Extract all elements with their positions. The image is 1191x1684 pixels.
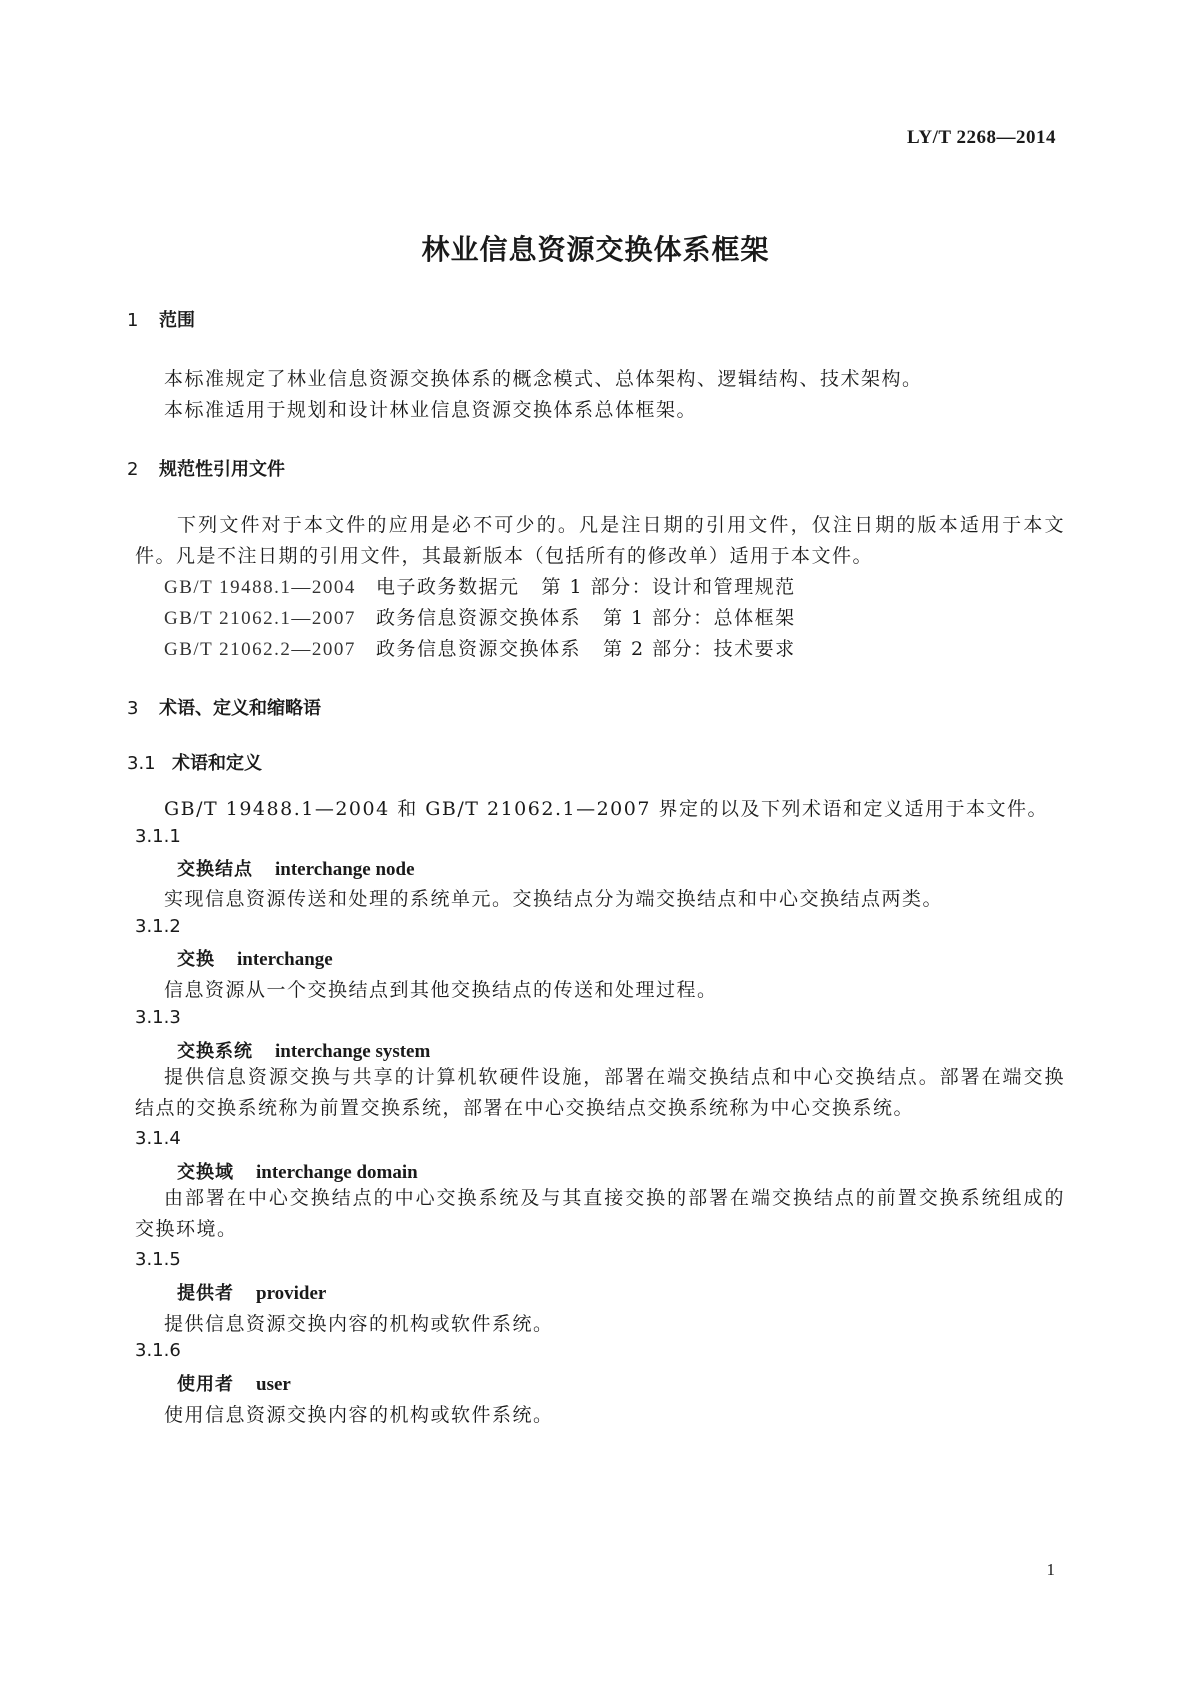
- term-en: interchange domain: [256, 1162, 418, 1183]
- reference-item: [164, 603, 796, 630]
- reference-title: 政务信息资源交换体系: [376, 607, 582, 629]
- reference-part: 第 1 部分：总体框架: [603, 607, 796, 629]
- paragraph: 本标准适用于规划和设计林业信息资源交换体系总体框架。: [164, 399, 698, 421]
- term-heading: [177, 945, 333, 971]
- paragraph: GB/T 19488.1—2004 和 GB/T 21062.1—2007 界定的以及下列术语和定义适用于本文件。: [164, 798, 1048, 820]
- section-1-heading: [127, 306, 195, 332]
- term-en: interchange: [237, 949, 333, 970]
- standard-code: LY/T 2268—2014: [906, 127, 1056, 148]
- term-definition: 使用信息资源交换内容的机构或软件系统。: [164, 1404, 554, 1426]
- section-title: 规范性引用文件: [159, 459, 285, 480]
- section-3-heading: [127, 694, 321, 720]
- reference-code: GB/T 19488.1—2004: [164, 577, 356, 598]
- term-number: 3.1.5: [135, 1249, 181, 1270]
- term-definition: 由部署在中心交换结点的中心交换系统及与其直接交换的部署在端交换结点的前置交换系统组成的交换环境。: [135, 1187, 1065, 1240]
- section-3-1-heading: [127, 749, 262, 775]
- term-heading: [177, 855, 415, 881]
- term-heading: [177, 1279, 326, 1305]
- document-title: 林业信息资源交换体系框架: [421, 233, 770, 266]
- reference-part: 第 2 部分：技术要求: [603, 638, 796, 660]
- reference-code: GB/T 21062.2—2007: [164, 639, 356, 660]
- section-title: 术语和定义: [172, 753, 262, 774]
- reference-title: 政务信息资源交换体系: [376, 638, 582, 660]
- term-definition: 提供信息资源交换与共享的计算机软硬件设施，部署在端交换结点和中心交换结点。部署在端交换结点的交换系统称为前置交换系统，部署在中心交换结点交换系统称为中心交换系统。: [135, 1066, 1065, 1119]
- section-2-heading: [127, 455, 285, 481]
- reference-part: 第 1 部分：设计和管理规范: [541, 576, 796, 598]
- section-number: 3: [127, 698, 139, 719]
- term-heading: [177, 1370, 291, 1396]
- term-zh: 交换系统: [177, 1041, 253, 1062]
- section-title: 范围: [159, 310, 195, 331]
- paragraph: 下列文件对于本文件的应用是必不可少的。凡是注日期的引用文件，仅注日期的版本适用于本文件。凡是不注日期的引用文件，其最新版本（包括所有的修改单）适用于本文件。: [135, 514, 1065, 567]
- page-number: 1: [1046, 1560, 1055, 1579]
- section-number: 1: [127, 310, 139, 331]
- term-heading: [177, 1037, 430, 1063]
- term-definition: 信息资源从一个交换结点到其他交换结点的传送和处理过程。: [164, 979, 718, 1001]
- term-zh: 交换: [177, 949, 215, 970]
- term-heading: [177, 1158, 418, 1184]
- section-number: 2: [127, 459, 139, 480]
- term-number: 3.1.2: [135, 916, 181, 937]
- term-zh: 交换域: [177, 1162, 234, 1183]
- term-en: interchange node: [275, 859, 415, 880]
- term-zh: 使用者: [177, 1374, 234, 1395]
- paragraph: 本标准规定了林业信息资源交换体系的概念模式、总体架构、逻辑结构、技术架构。: [164, 368, 923, 390]
- term-zh: 提供者: [177, 1283, 234, 1304]
- term-number: 3.1.6: [135, 1340, 181, 1361]
- term-number: 3.1.1: [135, 826, 181, 847]
- reference-item: [164, 634, 796, 661]
- section-number: 3.1: [127, 753, 156, 774]
- term-number: 3.1.4: [135, 1128, 181, 1149]
- term-en: provider: [256, 1283, 327, 1304]
- reference-item: [164, 572, 796, 599]
- term-en: interchange system: [275, 1041, 431, 1062]
- reference-code: GB/T 21062.1—2007: [164, 608, 356, 629]
- term-definition: 实现信息资源传送和处理的系统单元。交换结点分为端交换结点和中心交换结点两类。: [164, 888, 944, 910]
- term-number: 3.1.3: [135, 1007, 181, 1028]
- term-zh: 交换结点: [177, 859, 253, 880]
- term-definition: 提供信息资源交换内容的机构或软件系统。: [164, 1313, 554, 1335]
- section-title: 术语、定义和缩略语: [159, 698, 321, 719]
- term-en: user: [256, 1374, 291, 1395]
- reference-title: 电子政务数据元: [376, 576, 520, 598]
